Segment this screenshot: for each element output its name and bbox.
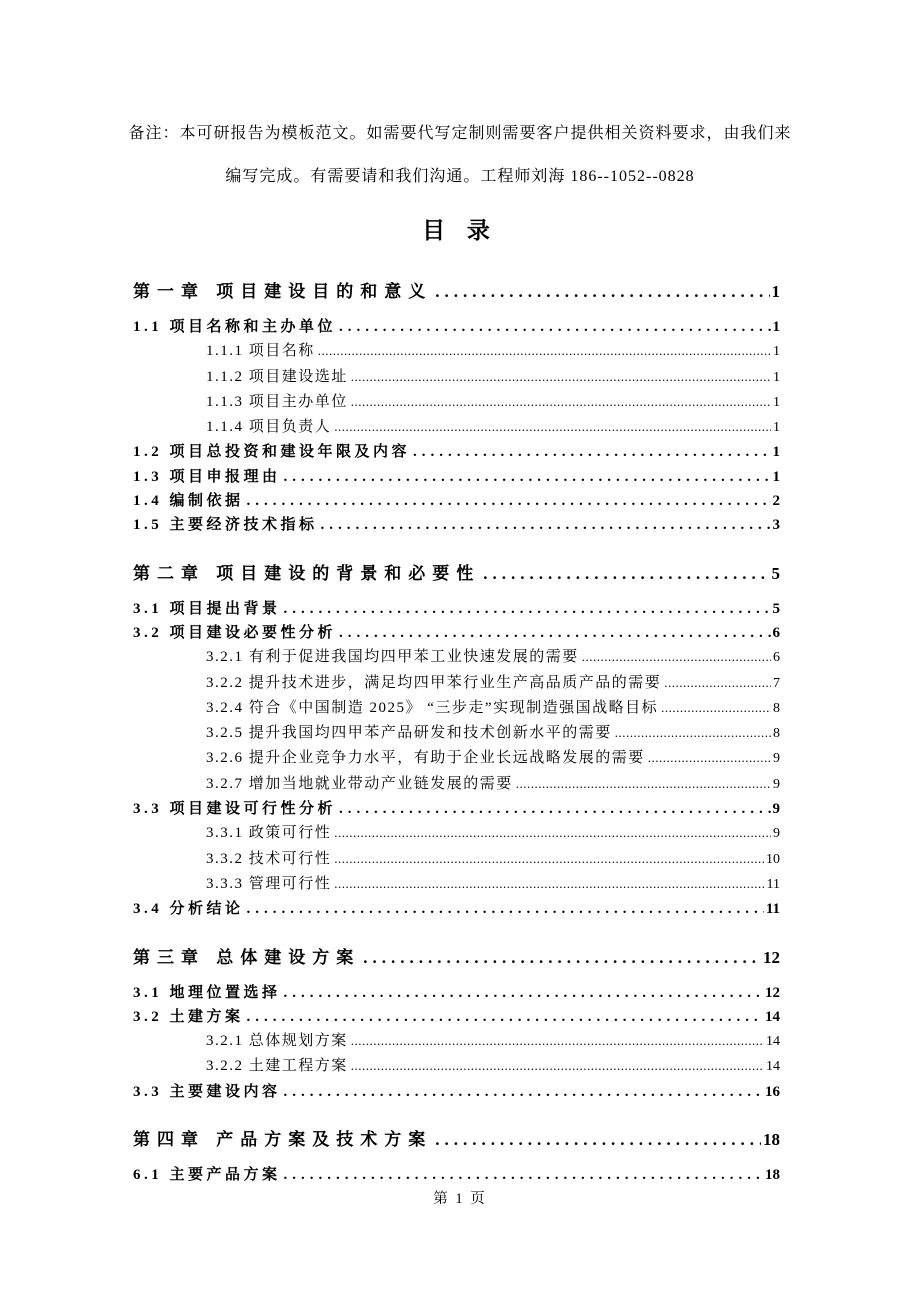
toc-entry-l2[interactable] (133, 465, 780, 489)
toc-dot-leader (339, 621, 770, 645)
toc-dot-leader (318, 339, 771, 363)
toc-dot-leader (334, 415, 771, 439)
toc-dot-leader (247, 489, 771, 513)
toc-entry-chapter[interactable] (133, 559, 780, 584)
toc-dot-leader (483, 564, 769, 584)
toc-entry-l3[interactable] (206, 645, 780, 670)
toc-entry-l3[interactable] (206, 390, 780, 415)
toc-entry-label: 1.1.1 项目名称 (206, 343, 315, 360)
toc-page-number: 12 (763, 947, 780, 967)
toc-page-number: 3 (772, 517, 780, 534)
toc-page-number: 1 (772, 468, 780, 485)
toc-page-number: 14 (766, 1059, 780, 1075)
toc-dot-leader (351, 1029, 764, 1053)
toc-entry-l3[interactable] (206, 696, 780, 721)
toc-dot-leader (413, 440, 770, 464)
toc-entry-l2[interactable] (133, 489, 780, 513)
toc-entry-label: 1.1.4 项目负责人 (206, 419, 332, 436)
toc-entry-l3[interactable] (206, 671, 780, 696)
toc-entry-l3[interactable] (206, 821, 780, 846)
toc-page-number: 1 (773, 344, 780, 360)
note-paragraph (0, 0, 920, 198)
toc-entry-label: 3.2.5 提升我国均四甲苯产品研发和技术创新水平的需要 (206, 725, 612, 742)
toc-entry-label: 1.5 主要经济技术指标 (133, 517, 318, 534)
toc-dot-leader (351, 365, 771, 389)
toc-entry-l3[interactable] (206, 872, 780, 897)
toc-entry-label: 第三章 总体建设方案 (133, 947, 361, 967)
toc-entry-l2[interactable] (133, 513, 780, 537)
toc-entry-l3[interactable] (206, 365, 780, 390)
toc-entry-label: 1.3 项目申报理由 (133, 468, 281, 485)
toc-entry-l2[interactable] (133, 315, 780, 339)
toc-dot-leader (334, 872, 764, 896)
toc-dot-leader (516, 772, 771, 796)
toc-dot-leader (339, 315, 770, 339)
toc-entry-l3[interactable] (206, 1054, 780, 1079)
toc-dot-leader (435, 1130, 761, 1150)
toc-entry-label: 3.3.2 技术可行性 (206, 850, 332, 867)
toc-entry-chapter[interactable] (133, 1125, 780, 1150)
toc-entry-label: 3.2.2 提升技术进步，满足均四甲苯行业生产高品质产品的需要 (206, 674, 662, 691)
page-footer: 第 1 页 (433, 1191, 487, 1207)
toc-entry-l3[interactable] (206, 772, 780, 797)
toc-dot-leader (334, 847, 764, 871)
note-line-1: 备注：本可研报告为模板范文。如需要代写定制则需要客户提供相关资料要求，由我们来 (128, 125, 792, 142)
toc-page-number: 5 (771, 563, 780, 583)
toc-page-number: 7 (773, 675, 780, 691)
toc-page-number: 11 (765, 901, 780, 918)
toc-page-number: 12 (765, 984, 780, 1001)
toc-dot-leader (435, 282, 769, 302)
toc-page-number: 18 (763, 1130, 780, 1150)
toc-entry-label: 1.1.2 项目建设选址 (206, 368, 348, 385)
toc-page-number: 1 (773, 420, 780, 436)
toc-page-number: 6 (773, 650, 780, 666)
toc-page-number: 11 (766, 876, 780, 892)
toc-page-number: 5 (772, 600, 780, 617)
toc (133, 277, 780, 1187)
toc-dot-leader (284, 1163, 763, 1187)
toc-entry-l3[interactable] (206, 847, 780, 872)
toc-page-number: 14 (766, 1034, 780, 1050)
toc-entry-l2[interactable] (133, 797, 780, 821)
toc-dot-leader (247, 897, 764, 921)
toc-entry-label: 6.1 主要产品方案 (133, 1167, 281, 1184)
toc-dot-leader (339, 797, 770, 821)
toc-dot-leader (664, 671, 771, 695)
toc-entry-l3[interactable] (206, 339, 780, 364)
toc-dot-leader (247, 1005, 763, 1029)
toc-entry-label: 3.2.7 增加当地就业带动产业链发展的需要 (206, 775, 513, 792)
toc-dot-leader (321, 513, 771, 537)
toc-page-number: 10 (766, 851, 780, 867)
toc-page-number: 18 (765, 1167, 780, 1184)
toc-dot-leader (363, 948, 761, 968)
toc-entry-label: 1.2 项目总投资和建设年限及内容 (133, 444, 411, 461)
toc-entry-label: 1.4 编制依据 (133, 493, 244, 510)
toc-entry-l2[interactable] (133, 440, 780, 464)
toc-entry-label: 1.1 项目名称和主办单位 (133, 319, 337, 335)
toc-dot-leader (284, 981, 763, 1005)
toc-entry-l3[interactable] (206, 415, 780, 440)
toc-entry-label: 第四章 产品方案及技术方案 (133, 1130, 433, 1150)
toc-entry-l3[interactable] (206, 746, 780, 771)
toc-entry-label: 第一章 项目建设目的和意义 (133, 282, 433, 301)
toc-page-number: 1 (773, 394, 780, 410)
toc-dot-leader (284, 1080, 763, 1104)
toc-entry-label: 3.2.4 符合《中国制造 2025》 “三步走”实现制造强国战略目标 (206, 699, 659, 716)
toc-entry-l3[interactable] (206, 721, 780, 746)
toc-entry-l3[interactable] (206, 1029, 780, 1054)
toc-page-number: 1 (771, 282, 780, 301)
toc-page-number: 14 (765, 1008, 780, 1025)
toc-dot-leader (615, 721, 771, 745)
toc-dot-leader (351, 1054, 764, 1078)
toc-entry-label: 3.3.1 政策可行性 (206, 825, 332, 842)
toc-dot-leader (582, 645, 771, 669)
toc-entry-label: 3.2.1 总体规划方案 (206, 1033, 348, 1050)
toc-entry-l2[interactable] (133, 981, 780, 1005)
toc-entry-l2[interactable] (133, 1005, 780, 1029)
toc-page-number: 1 (772, 319, 780, 335)
toc-entry-l2[interactable] (133, 597, 780, 621)
note-line-2: 编写完成。有需要请和我们沟通。工程师刘海 186--1052--0828 (225, 168, 695, 185)
toc-entry-l2[interactable] (133, 1080, 780, 1104)
toc-dot-leader (661, 696, 771, 720)
toc-page-number: 9 (772, 801, 780, 818)
toc-page-number: 8 (773, 700, 780, 716)
toc-page-number: 9 (773, 776, 780, 792)
toc-page-number: 8 (773, 726, 780, 742)
toc-dot-leader (351, 390, 771, 414)
toc-page-number: 9 (773, 826, 780, 842)
toc-page-number: 9 (773, 751, 780, 767)
toc-entry-label: 3.3 主要建设内容 (133, 1083, 281, 1100)
toc-entry-label: 3.2 项目建设必要性分析 (133, 624, 337, 641)
toc-entry-l2[interactable] (133, 1163, 780, 1187)
toc-entry-l2[interactable] (133, 897, 780, 921)
toc-entry-label: 3.1 地理位置选择 (133, 984, 281, 1001)
toc-page-number: 1 (772, 444, 780, 461)
toc-entry-label: 3.2.2 土建工程方案 (206, 1058, 348, 1075)
toc-page-number: 16 (765, 1083, 780, 1100)
toc-entry-chapter[interactable] (133, 943, 780, 968)
toc-dot-leader (334, 821, 771, 845)
toc-dot-leader (284, 597, 771, 621)
toc-entry-label: 3.2 土建方案 (133, 1008, 244, 1025)
toc-dot-leader (648, 746, 771, 770)
toc-entry-label: 第二章 项目建设的背景和必要性 (133, 563, 481, 583)
toc-page-number: 2 (772, 493, 780, 510)
toc-page-number: 6 (772, 624, 780, 641)
toc-entry-label: 1.1.3 项目主办单位 (206, 393, 348, 410)
toc-entry-l2[interactable] (133, 621, 780, 645)
toc-entry-label: 3.4 分析结论 (133, 901, 244, 918)
toc-entry-label: 3.2.1 有利于促进我国均四甲苯工业快速发展的需要 (206, 649, 579, 666)
toc-entry-label: 3.3 项目建设可行性分析 (133, 801, 337, 818)
toc-entry-chapter[interactable] (133, 277, 780, 302)
toc-entry-label: 3.1 项目提出背景 (133, 600, 281, 617)
toc-entry-label: 3.3.3 管理可行性 (206, 875, 332, 892)
toc-page-number: 1 (773, 369, 780, 385)
toc-title: 目 录 (422, 218, 498, 243)
toc-entry-label: 3.2.6 提升企业竞争力水平，有助于企业长远战略发展的需要 (206, 750, 645, 767)
toc-dot-leader (284, 465, 771, 489)
